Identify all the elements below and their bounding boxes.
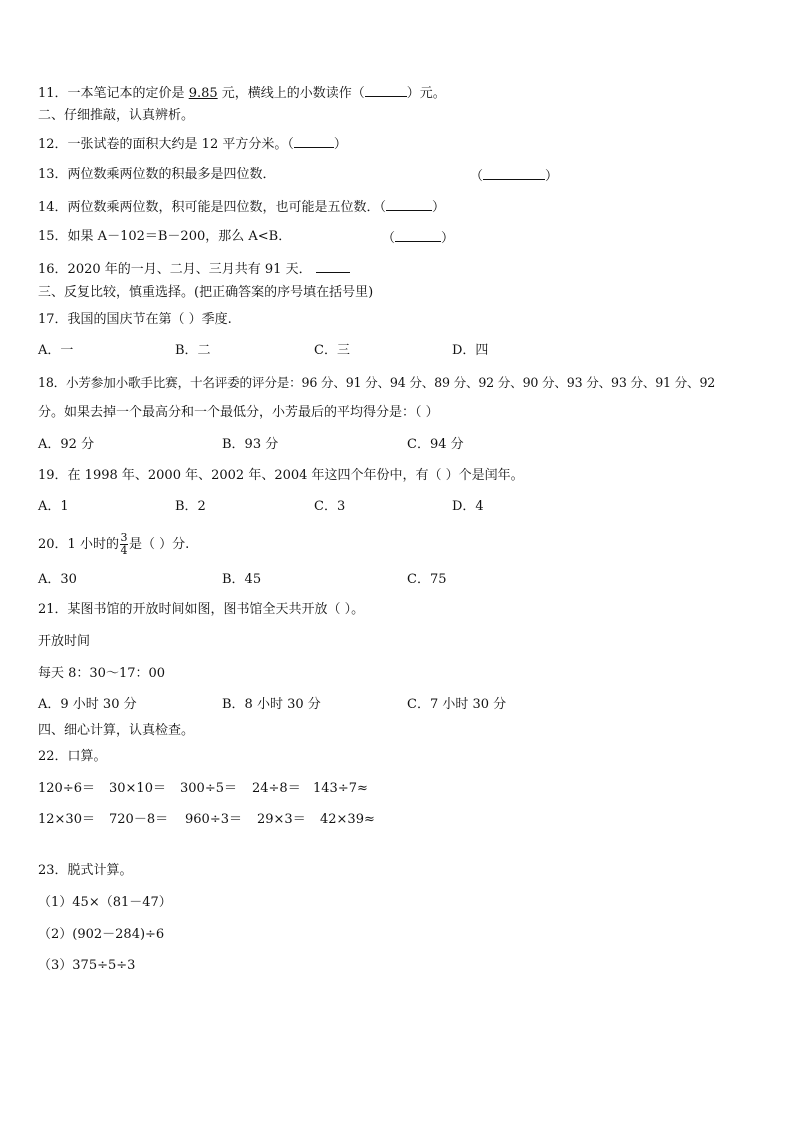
- section-4-heading: 四、细心计算，认真检查。: [38, 723, 195, 738]
- question-11: [38, 84, 446, 102]
- q17-option-c[interactable]: C．三: [314, 343, 350, 358]
- calc-item: 960÷3＝: [185, 812, 242, 827]
- question-18-line-1: 18．小芳参加小歌手比赛，十名评委的评分是：96 分、91 分、94 分、89 分、92 分、90 分、93 分、93 分、91 分、92: [38, 375, 716, 390]
- q21-option-c[interactable]: C．7 小时 30 分: [407, 697, 507, 712]
- question-23-title: 23．脱式计算。: [38, 863, 133, 878]
- q15-answer: [382, 229, 454, 247]
- q13-answer: [470, 167, 558, 185]
- calc-item: 143÷7≈: [313, 781, 368, 796]
- q20-option-b[interactable]: B．45: [222, 572, 262, 587]
- question-17: 17．我国的国庆节在第（ ）季度.: [38, 312, 232, 327]
- section-2-heading: 二、仔细推敲，认真辨析。: [38, 108, 195, 123]
- calc-item: 120÷6＝: [38, 781, 95, 796]
- q11-answer-blank[interactable]: [365, 84, 407, 97]
- q12-text: 12．一张试卷的面积大约是 12 平方分米。（: [38, 137, 294, 152]
- question-16: [38, 260, 350, 278]
- q15-end: ）: [441, 231, 455, 246]
- calc-item: 24÷8＝: [252, 781, 301, 796]
- q20-option-c[interactable]: C．75: [407, 572, 447, 587]
- q18-option-a[interactable]: A．92 分: [38, 437, 95, 452]
- question-21: 21．某图书馆的开放时间如图，图书馆全天共开放（ ）。: [38, 602, 365, 617]
- q13-end: ）: [545, 169, 559, 184]
- q17-option-a[interactable]: A．一: [38, 343, 74, 358]
- q21-sign-label: 开放时间: [38, 634, 91, 649]
- q19-option-a[interactable]: A．1: [38, 499, 69, 514]
- q17-option-b[interactable]: B．二: [175, 343, 211, 358]
- q16-text: 16．2020 年的一月、二月、三月共有 91 天．: [38, 262, 312, 277]
- question-14: [38, 198, 445, 216]
- q18-option-b[interactable]: B．93 分: [222, 437, 279, 452]
- q16-answer-blank[interactable]: [316, 260, 350, 273]
- q15-answer-blank[interactable]: [395, 229, 441, 242]
- q21-option-b[interactable]: B．8 小时 30 分: [222, 697, 321, 712]
- q11-price: 9.85: [188, 86, 218, 101]
- q20-text: 20．1 小时的: [38, 537, 119, 552]
- q23-item-2: （2）(902－284)÷6: [38, 927, 165, 942]
- q23-item-3: （3）375÷5÷3: [38, 958, 136, 973]
- calc-item: 42×39≈: [320, 812, 375, 827]
- question-22-title: 22．口算。: [38, 749, 107, 764]
- q11-text: 11．一本笔记本的定价是: [38, 86, 189, 101]
- q13-paren-open: （: [470, 169, 484, 184]
- q11-end: ）元。: [406, 86, 446, 101]
- calc-item: 12×30＝: [38, 812, 95, 827]
- q12-end: ）: [333, 137, 347, 152]
- q20-option-a[interactable]: A．30: [38, 572, 77, 587]
- q20-fraction: [120, 533, 128, 556]
- q19-option-d[interactable]: D．4: [452, 499, 484, 514]
- q23-item-1: （1）45×（81－47）: [38, 895, 172, 910]
- calc-item: 29×3＝: [257, 812, 306, 827]
- calc-item: 720－8＝: [109, 812, 169, 827]
- q20-text-2: 是（ ）分.: [128, 537, 190, 552]
- q13-answer-blank[interactable]: [483, 167, 545, 180]
- q12-answer-blank[interactable]: [294, 135, 334, 148]
- question-19: 19．在 1998 年、2000 年、2002 年、2004 年这四个年份中，有（ ）个是闰年。: [38, 468, 524, 483]
- calc-item: 300÷5＝: [180, 781, 237, 796]
- question-12: [38, 135, 347, 153]
- fraction-denominator: 4: [120, 544, 128, 557]
- question-15: 15．如果 A－102＝B－200，那么 A<B．: [38, 229, 292, 244]
- question-13: 13．两位数乘两位数的积最多是四位数．: [38, 167, 276, 182]
- q11-text-2: 元，横线上的小数读作（: [217, 86, 365, 101]
- q14-text: 14．两位数乘两位数，积可能是四位数，也可能是五位数．（: [38, 200, 387, 215]
- q19-option-c[interactable]: C．3: [314, 499, 346, 514]
- q14-end: ）: [432, 200, 446, 215]
- question-20: [38, 533, 189, 557]
- question-18-line-2: 分。如果去掉一个最高分和一个最低分，小芳最后的平均得分是：（ ）: [38, 405, 439, 420]
- calc-item: 30×10＝: [109, 781, 166, 796]
- q19-option-b[interactable]: B．2: [175, 499, 206, 514]
- q21-sign-hours: 每天 8：30～17：00: [38, 666, 166, 681]
- q21-option-a[interactable]: A．9 小时 30 分: [38, 697, 137, 712]
- fraction-numerator: 3: [120, 531, 128, 544]
- q18-option-c[interactable]: C．94 分: [407, 437, 464, 452]
- q15-paren-open: （: [382, 231, 396, 246]
- section-3-heading: 三、反复比较，慎重选择。(把正确答案的序号填在括号里): [38, 285, 374, 300]
- q17-option-d[interactable]: D．四: [452, 343, 489, 358]
- q14-answer-blank[interactable]: [386, 198, 432, 211]
